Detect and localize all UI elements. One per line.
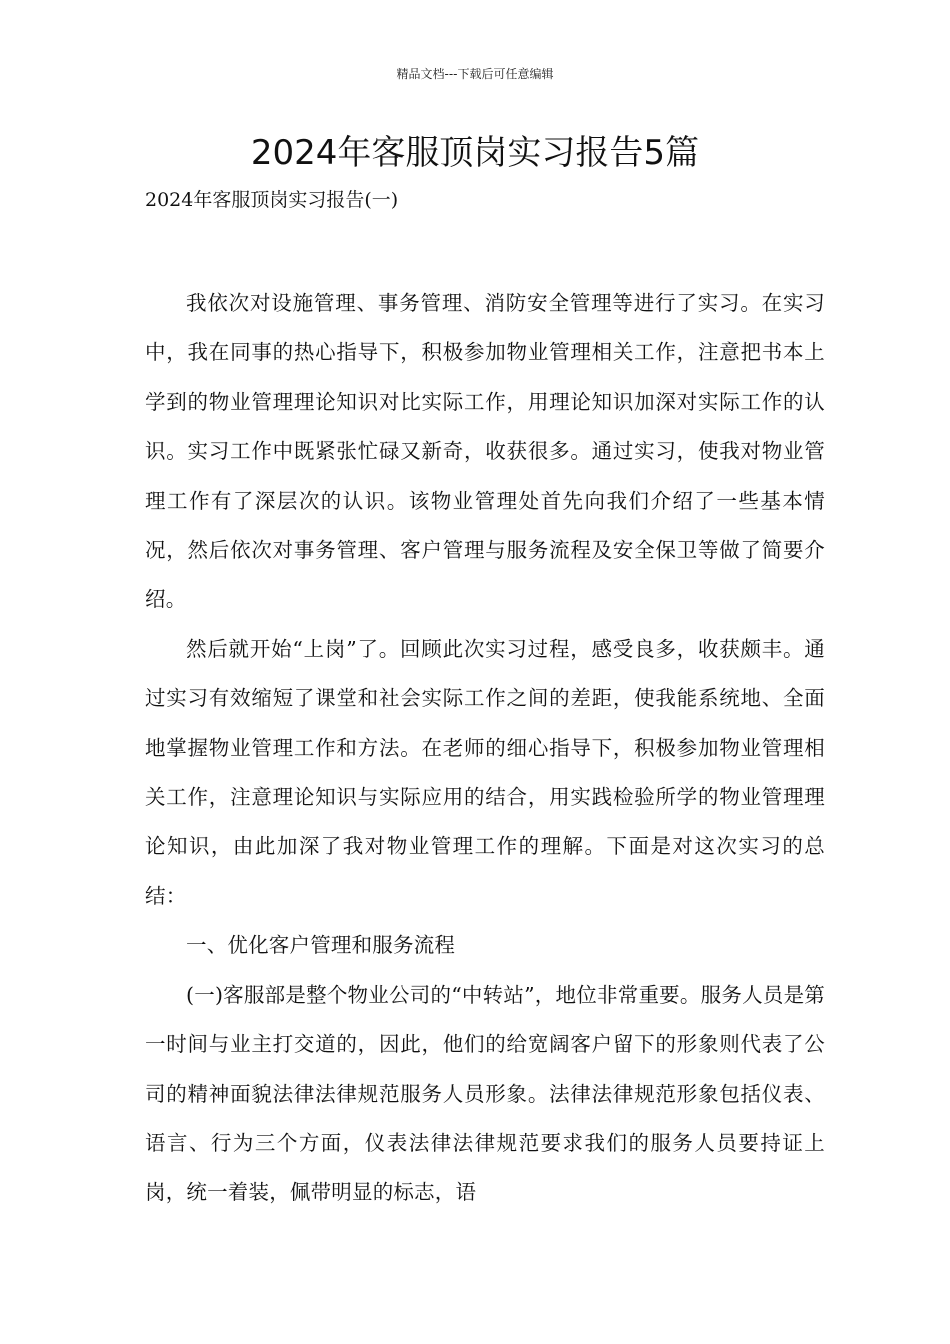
document-subtitle: 2024年客服顶岗实习报告(一) xyxy=(145,189,399,211)
document-body xyxy=(145,279,825,1218)
paragraph-1: 我依次对设施管理、事务管理、消防安全管理等进行了实习。在实习中，我在同事的热心指导下，积极参加物业管理相关工作，注意把书本上学到的物业管理理论知识对比实际工作，用理论知识加深对实际工作的认识。实习工作中既紧张忙碌又新奇，收获很多。通过实习，使我对物业管理工作有了深层次的认识。该物业管理处首先向我们介绍了一些基本情况，然后依次对事务管理、客户管理与服务流程及安全保卫等做了简要介绍。 xyxy=(145,291,825,612)
section-heading-1: 一、优化客户管理和服务流程 xyxy=(186,933,456,958)
paragraph-3: (一)客服部是整个物业公司的“中转站”，地位非常重要。服务人员是第一时间与业主打交道的，因此，他们的给宽阔客户留下的形象则代表了公司的精神面貌法律法律规范服务人员形象。法律法律规范形象包括仪表、语言、行为三个方面，仪表法律法律规范要求我们的服务人员要持证上岗，统一着装，佩带明显的标志，语 xyxy=(145,982,825,1205)
header-note: 精品文档---下载后可任意编辑 xyxy=(396,67,554,81)
document-title: 2024年客服顶岗实习报告5篇 xyxy=(250,133,700,173)
paragraph-2: 然后就开始“上岗”了。回顾此次实习过程，感受良多，收获颇丰。通过实习有效缩短了课堂和社会实际工作之间的差距，使我能系统地、全面地掌握物业管理工作和方法。在老师的细心指导下，积极参加物业管理相关工作，注意理论知识与实际应用的结合，用实践检验所学的物业管理理论知识，由此加深了我对物业管理工作的理解。下面是对这次实习的总结： xyxy=(145,636,825,908)
